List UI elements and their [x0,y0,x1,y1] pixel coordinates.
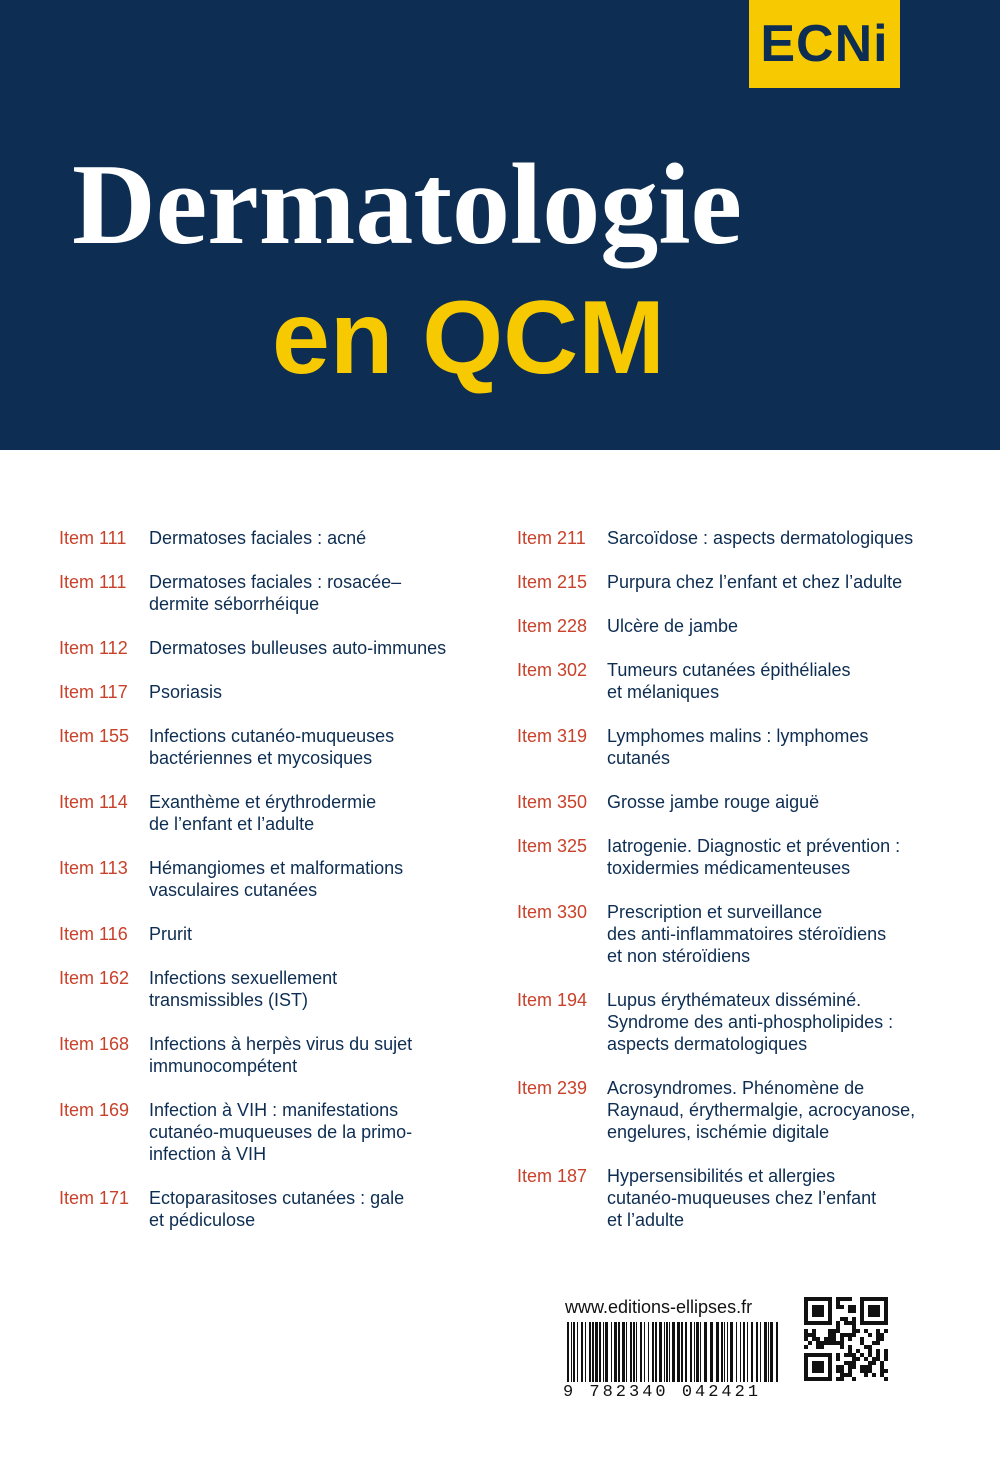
list-item [59,1099,489,1165]
list-item [59,527,489,549]
list-item [517,527,957,549]
item-title: Exanthème et érythrodermie de l’enfant et l’adulte [149,792,377,834]
item-number: Item 187 [517,1166,588,1186]
list-item [517,1077,957,1143]
item-number: Item 325 [517,836,588,856]
item-title: Tumeurs cutanées épithéliales et mélaniques [607,660,851,702]
item-title: Purpura chez l’enfant et chez l’adulte [607,572,903,592]
item-title: Infection à VIH : manifestations cutanéo-muqueuses de la primo- infection à VIH [149,1100,413,1164]
item-number: Item 302 [517,660,588,680]
list-item [59,1033,489,1077]
publisher-website: www.editions-ellipses.fr [565,1297,753,1317]
item-title: Acrosyndromes. Phénomène de Raynaud, érythermalgie, acrocyanose, engelures, ischémie digitale [607,1078,916,1142]
list-item [59,923,489,945]
item-number: Item 169 [59,1100,130,1120]
book-title-line-1: Dermatologie [72,141,742,269]
item-number: Item 319 [517,726,588,746]
item-title: Prescription et surveillance des anti-inflammatoires stéroïdiens et non stéroïdiens [607,902,887,966]
item-number: Item 239 [517,1078,588,1098]
item-title: Dermatoses faciales : rosacée– dermite séborrhéique [149,572,402,614]
item-number: Item 162 [59,968,130,988]
item-number: Item 116 [59,924,128,944]
item-number: Item 330 [517,902,588,922]
list-item [517,791,957,813]
list-item [59,791,489,835]
item-number: Item 350 [517,792,588,812]
list-item [59,967,489,1011]
item-number: Item 114 [59,792,128,812]
item-title: Dermatoses faciales : acné [149,528,367,548]
item-title: Hypersensibilités et allergies cutanéo-muqueuses chez l’enfant et l’adulte [607,1166,877,1230]
isbn-number: 9 782340 042421 [563,1383,762,1402]
item-title: Ectoparasitoses cutanées : gale et pédiculose [149,1188,405,1230]
item-title: Prurit [149,924,193,944]
cover-header [0,0,1000,450]
ecni-badge: ECNi [749,0,900,88]
item-number: Item 111 [59,572,127,592]
list-item [59,571,489,615]
list-item [517,989,957,1055]
item-title: Psoriasis [149,682,223,702]
item-title: Grosse jambe rouge aiguë [607,792,820,812]
item-number: Item 194 [517,990,588,1010]
item-title: Iatrogenie. Diagnostic et prévention : toxidermies médicamenteuses [607,836,901,878]
list-item [517,659,957,703]
list-item [517,835,957,879]
item-title: Lupus érythémateux disséminé. Syndrome des anti-phospholipides : aspects dermatologiques [607,990,894,1054]
list-item [59,681,489,703]
item-title: Ulcère de jambe [607,616,739,636]
list-item [59,725,489,769]
list-item [517,901,957,967]
list-item [517,725,957,769]
list-item [59,857,489,901]
list-item [517,571,957,593]
item-title: Infections à herpès virus du sujet immunocompétent [149,1034,413,1076]
item-number: Item 112 [59,638,128,658]
list-item [59,1187,489,1231]
item-number: Item 117 [59,682,128,702]
qr-code [804,1297,888,1381]
item-title: Infections sexuellement transmissibles (IST) [149,968,338,1010]
item-number: Item 155 [59,726,130,746]
item-number: Item 171 [59,1188,130,1208]
item-number: Item 215 [517,572,588,592]
item-title: Lymphomes malins : lymphomes cutanés [607,726,869,768]
item-list-right [517,527,957,1253]
list-item [59,637,489,659]
item-title: Sarcoïdose : aspects dermatologiques [607,528,914,548]
item-list-left [59,527,489,1253]
item-number: Item 211 [517,528,586,548]
item-title: Dermatoses bulleuses auto-immunes [149,638,447,658]
item-title: Hémangiomes et malformations vasculaires cutanées [149,858,404,900]
isbn-barcode [563,1322,785,1382]
list-item [517,1165,957,1231]
item-number: Item 228 [517,616,588,636]
item-title: Infections cutanéo-muqueuses bactériennes et mycosiques [149,726,395,768]
item-number: Item 111 [59,528,127,548]
item-number: Item 168 [59,1034,130,1054]
list-item [517,615,957,637]
item-number: Item 113 [59,858,128,878]
book-title-line-2: en QCM [272,280,665,396]
